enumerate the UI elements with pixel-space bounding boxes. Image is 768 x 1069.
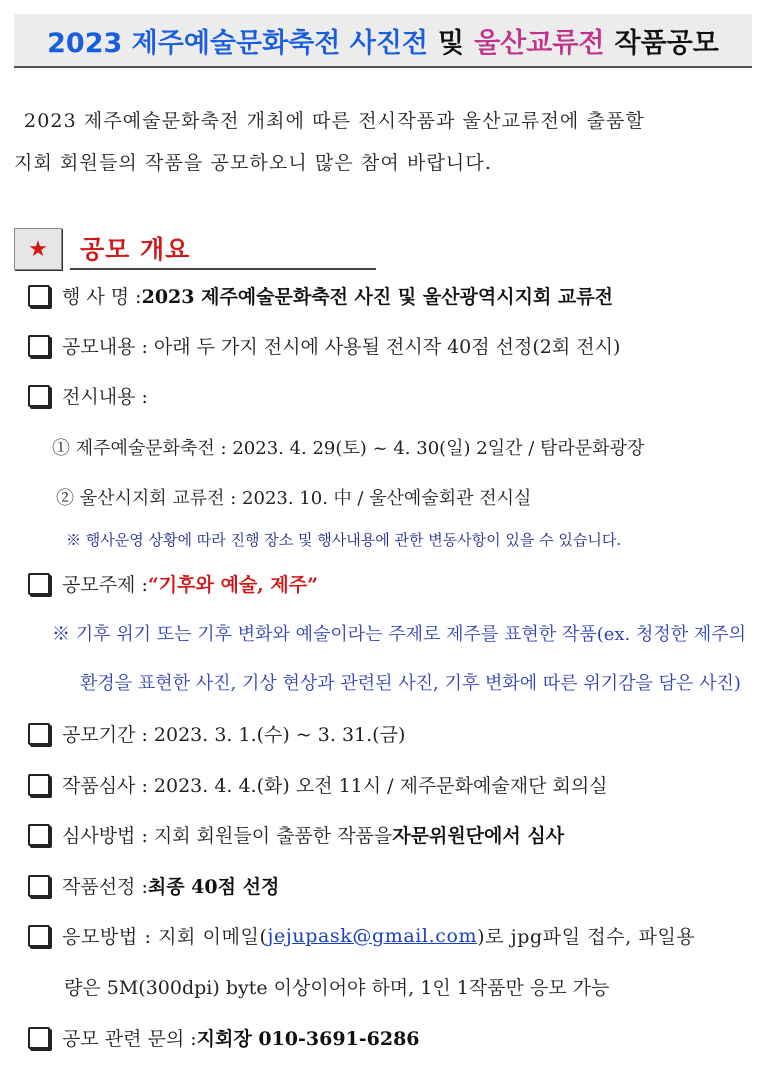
event-value: 2023 제주예술문화축전 사진 및 울산광역시지회 교류전 <box>141 286 613 308</box>
intro-line-1: 2023 제주예술문화축전 개최에 따른 전시작품과 울산교류전에 출품할 <box>24 110 645 132</box>
item-contact <box>28 1024 420 1051</box>
exhibit-note: ※ 행사운영 상황에 따라 진행 장소 및 행사내용에 관한 변동사항이 있을 수 있습니다. <box>66 531 622 549</box>
event-label: 행 사 명 : <box>62 286 142 308</box>
theme-value: “기후와 예술, 제주” <box>147 574 319 596</box>
title-part-ulsan: 울산교류전 <box>474 27 605 59</box>
title-part-and: 및 <box>438 27 465 59</box>
checkbox-icon <box>28 875 50 897</box>
contact-label: 공모 관련 문의 : <box>62 1028 197 1050</box>
contact-value: 지회장 010-3691-6286 <box>196 1028 420 1050</box>
item-theme <box>28 570 318 597</box>
selection-label: 작품선정 : <box>62 876 148 898</box>
section-header <box>14 226 376 270</box>
content-text: 공모내용 : 아래 두 가지 전시에 사용될 전시작 40점 선정(2회 전시) <box>62 336 621 358</box>
exhibit-item-1: ① 제주예술문화축전 : 2023. 4. 29(토) ~ 4. 30(일) 2일간 / 탐라문화광장 <box>52 438 645 459</box>
item-judging <box>28 771 608 798</box>
checkbox-icon <box>28 774 50 796</box>
item-event-name <box>28 282 613 309</box>
checkbox-icon <box>28 573 50 595</box>
checkbox-icon <box>28 385 50 407</box>
method-value: 자문위원단에서 심사 <box>392 825 565 847</box>
apply-label: 응모방법 : 지회 이메일( <box>62 926 268 948</box>
section-title: 공모 개요 <box>70 228 376 270</box>
intro-line-2: 지회 회원들의 작품을 공모하오니 많은 참여 바랍니다. <box>14 152 492 174</box>
exhibit-label: 전시내용 : <box>62 386 148 408</box>
title-part-call: 작품공모 <box>614 27 719 59</box>
checkbox-icon <box>28 285 50 307</box>
period-text: 공모기간 : 2023. 3. 1.(수) ~ 3. 31.(금) <box>62 724 406 746</box>
intro-paragraph <box>14 100 754 184</box>
item-method <box>28 821 564 848</box>
item-apply <box>28 922 695 949</box>
checkbox-icon <box>28 925 50 947</box>
checkbox-icon <box>28 335 50 357</box>
apply-line-2: 량은 5M(300dpi) byte 이상이어야 하며, 1인 1작품만 응모 가능 <box>64 977 610 999</box>
judging-text: 작품심사 : 2023. 4. 4.(화) 오전 11시 / 제주문화예술재단 회의실 <box>62 775 608 797</box>
checkbox-icon <box>28 824 50 846</box>
document-title <box>14 14 752 68</box>
theme-note-line-2: 환경을 표현한 사진, 기상 현상과 관련된 사진, 기후 변화에 따른 위기감을 담은 사진) <box>80 673 741 694</box>
exhibit-item-2: ② 울산시지회 교류전 : 2023. 10. 中 / 울산예술회관 전시실 <box>56 488 532 509</box>
star-icon: ★ <box>14 228 62 270</box>
item-content <box>28 332 620 359</box>
item-exhibit <box>28 382 148 409</box>
item-period <box>28 720 405 747</box>
apply-rest: )로 jpg파일 접수, 파일용 <box>477 926 696 948</box>
checkbox-icon <box>28 723 50 745</box>
email-link[interactable]: jejupask@gmail.com <box>267 924 478 947</box>
method-label: 심사방법 : 지회 회원들이 출품한 작품을 <box>62 825 393 847</box>
selection-value: 최종 40점 선정 <box>147 876 280 898</box>
item-selection <box>28 872 279 899</box>
title-part-exhibition: 2023 제주예술문화축전 사진전 <box>47 27 428 59</box>
theme-note-line-1: ※ 기후 위기 또는 기후 변화와 예술이라는 주제로 제주를 표현한 작품(ex. 청정한 제주의 <box>52 624 747 645</box>
theme-label: 공모주제 : <box>62 574 148 596</box>
checkbox-icon <box>28 1027 50 1049</box>
